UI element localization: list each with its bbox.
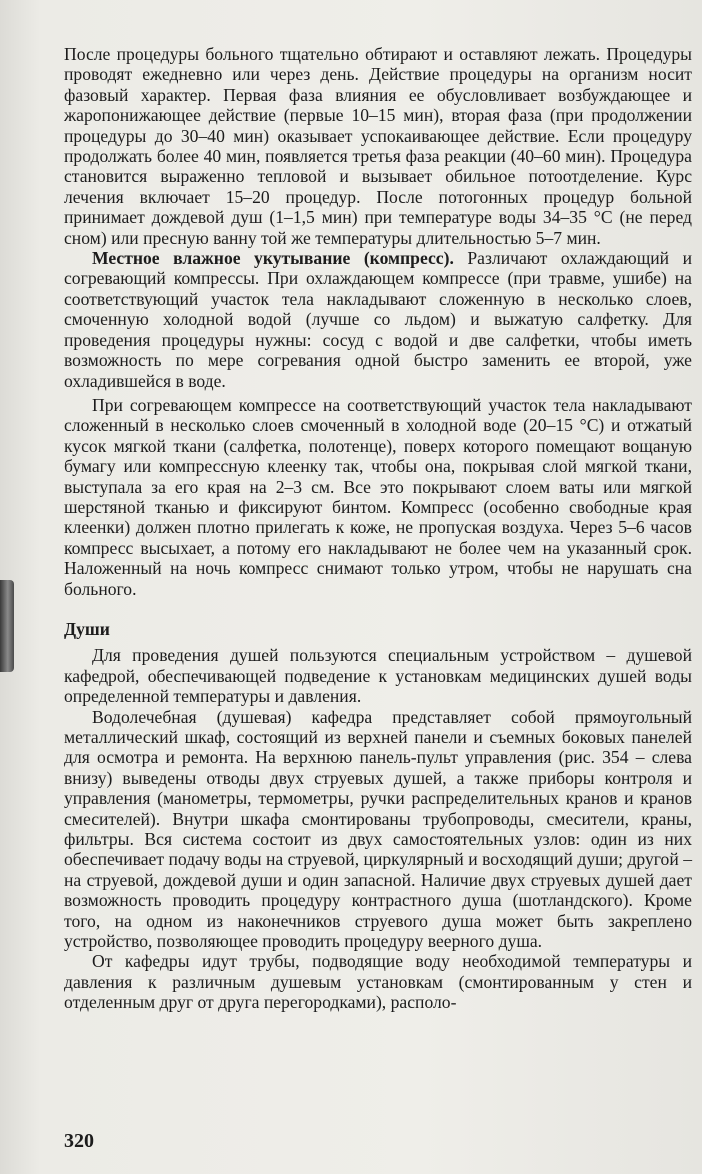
paragraph-wrap-procedure: После процедуры больного тщательно обтирают и оставляют лежать. Процедуры проводят ежедневно или через день. Действие процедуры на организм носит фазовый характер. Первая фаза влияния ее обусловливает возбуждающее и жаропонижающее действие (первые 10–15 мин), вторая фаза (при продолжении процедуры до 30–40 мин) оказывает успокаивающее действие. Если процедуру продолжать более 40 мин, появляется третья фаза реакции (40–60 мин). Процедура становится выраженно тепловой и вызывает обильное потоотделение. Курс лечения включает 15–20 процедур. После потогонных процедур больной принимает дождевой душ (1–1,5 мин) при температуре воды 34–35 °С (не перед сном) или пресную ванну той же температуры длительностью 5–7 мин. <box>64 44 692 248</box>
paragraph-compress <box>64 248 692 391</box>
paragraph-shower-pipes: От кафедры идут трубы, подводящие воду необходимой температуры и давления к различным душевым установкам (смонтированным у стен и отделенным друг от друга перегородками), располо- <box>64 951 692 1013</box>
section-heading: Души <box>64 618 110 639</box>
compress-text: Различают охлаждающий и согревающий компрессы. При охлаждающем компрессе (при травме, ушибе) на соответствующий участок тела накладывают сложенную в несколько слоев, смоченную холодной водой (лучше со льдом) и выжатую салфетку. Для проведения процедуры нужны: сосуд с водой и две салфетки, чтобы иметь возможность по мере согревания одной быстро заменить ее второй, уже охладившейся в воде. <box>64 248 693 391</box>
compress-lead: Местное влажное укутывание (компресс). <box>92 248 454 269</box>
page-text <box>64 44 692 1013</box>
binder-clip <box>0 580 14 672</box>
paragraph-shower-console: Водолечебная (душевая) кафедра представляет собой прямоугольный металлический шкаф, состоящий из верхней панели и съемных боковых панелей для осмотра и ремонта. На верхнюю панель-пульт управления (рис. 354 – слева внизу) выведены отводы двух струевых душей, а также приборы контроля и управления (манометры, термометры, ручки распределительных кранов и кранов смесителей). Внутри шкафа смонтированы трубопроводы, смесители, краны, фильтры. Вся система состоит из двух самостоятельных узлов: один из них обеспечивает подачу воды на струевой, циркулярный и восходящий души; другой – на струевой, дождевой души и один запасной. Наличие двух струевых душей дает возможность проводить процедуру контрастного душа (шотландского). Кроме того, на одном из наконечников струевого душа может быть закреплено устройство, позволяющее проводить процедуру веерного душа. <box>64 706 692 952</box>
page-number: 320 <box>64 1130 94 1152</box>
paragraph-showers-intro: Для проведения душей пользуются специальным устройством – душевой кафедрой, обеспечивающей подведение к установкам медицинских душей воды определенной температуры и давления. <box>64 645 692 707</box>
paragraph-warm-compress: При согревающем компрессе на соответствующий участок тела накладывают сложенный в несколько слоев смоченный в холодной воде (20–15 °С) и отжатый кусок мягкой ткани (салфетка, полотенце), поверх которого помещают вощаную бумагу или компрессную клеенку так, чтобы она, покрывая слой мягкой ткани, выступала за его края на 2–3 см. Все это покрывают слоем ваты или мягкой шерстяной тканью и фиксируют бинтом. Компресс (особенно свободные края клеенки) должен плотно прилегать к коже, не пропуская воздуха. Через 5–6 часов компресс высыхает, а потому его накладывают не более чем на указанный срок. Наложенный на ночь компресс снимают только утром, чтобы не нарушать сна больного. <box>64 394 692 599</box>
